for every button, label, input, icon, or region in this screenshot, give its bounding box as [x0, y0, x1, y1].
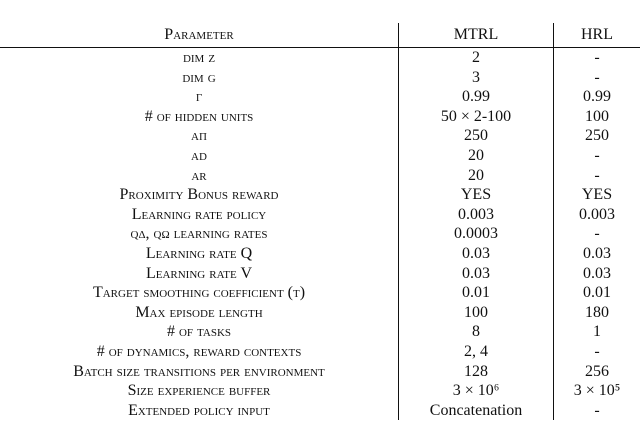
hrl-cell: 3 × 10⁵ [554, 381, 640, 401]
parameter-cell: # of hidden units [144, 107, 254, 125]
table-row [0, 283, 640, 303]
hrl-cell: - [554, 146, 640, 166]
table-row [0, 205, 640, 225]
hrl-cell: 0.03 [554, 264, 640, 284]
hrl-cell: - [554, 342, 640, 362]
hrl-cell: 0.003 [554, 205, 640, 225]
mtrl-cell: 100 [399, 303, 554, 323]
hrl-cell: YES [554, 185, 640, 205]
parameter-cell: αr [191, 166, 207, 184]
parameter-cell: Proximity Bonus reward [119, 186, 279, 204]
parameter-cell: αd [191, 146, 207, 164]
table-row [0, 362, 640, 382]
table-row [0, 244, 640, 264]
parameter-cell: Size experience buffer [127, 382, 271, 400]
mtrl-cell: 20 [399, 166, 554, 186]
parameter-cell: Target smoothing coefficient (τ) [92, 284, 306, 302]
mtrl-cell: 3 × 10⁶ [399, 381, 554, 401]
table-row [0, 185, 640, 205]
hrl-cell: 0.99 [554, 87, 640, 107]
mtrl-cell: 0.03 [399, 264, 554, 284]
table-row [0, 68, 640, 88]
table-row [0, 224, 640, 244]
header-hrl: HRL [554, 23, 640, 48]
hrl-cell: 0.03 [554, 244, 640, 264]
table-row [0, 303, 640, 323]
parameter-cell: # of tasks [166, 323, 232, 341]
hrl-cell: 250 [554, 126, 640, 146]
hrl-cell: - [554, 166, 640, 186]
mtrl-cell: 8 [399, 322, 554, 342]
parameter-cell: dim z [182, 49, 216, 66]
parameter-cell: Learning rate policy [131, 205, 267, 223]
table-row [0, 126, 640, 146]
mtrl-cell: 0.03 [399, 244, 554, 264]
table-row [0, 87, 640, 107]
header-parameter: Parameter [0, 23, 399, 48]
table-row [0, 264, 640, 284]
hrl-cell: - [554, 224, 640, 244]
table-row [0, 342, 640, 362]
table-row [0, 401, 640, 421]
table-row [0, 381, 640, 401]
mtrl-cell: 250 [399, 126, 554, 146]
parameter-cell: απ [191, 127, 207, 145]
mtrl-cell: Concatenation [399, 401, 554, 421]
mtrl-cell: 0.01 [399, 283, 554, 303]
parameter-cell: Batch size transitions per environment [73, 362, 325, 380]
parameter-cell: dim g [182, 68, 216, 86]
table-row [0, 166, 640, 186]
hrl-cell: - [554, 48, 640, 68]
mtrl-cell: 3 [399, 68, 554, 88]
header-row [0, 23, 640, 48]
parameter-cell: # of dynamics, reward contexts [96, 342, 302, 360]
hrl-cell: 1 [554, 322, 640, 342]
mtrl-cell: 0.99 [399, 87, 554, 107]
mtrl-cell: 2, 4 [399, 342, 554, 362]
mtrl-cell: 2 [399, 48, 554, 68]
hrl-cell: 180 [554, 303, 640, 323]
table-row [0, 48, 640, 68]
parameter-cell: qδ, qω learning rates [130, 225, 268, 243]
hrl-cell: - [554, 68, 640, 88]
hrl-cell: 0.01 [554, 283, 640, 303]
mtrl-cell: 128 [399, 362, 554, 382]
hrl-cell: - [554, 401, 640, 421]
hyperparameter-table [0, 23, 640, 420]
mtrl-cell: 0.003 [399, 205, 554, 225]
header-mtrl: MTRL [399, 23, 554, 48]
table-row [0, 322, 640, 342]
hrl-cell: 256 [554, 362, 640, 382]
parameter-cell: Max episode length [135, 303, 263, 321]
table-row [0, 146, 640, 166]
mtrl-cell: YES [399, 185, 554, 205]
mtrl-cell: 0.0003 [399, 224, 554, 244]
parameter-cell: Extended policy input [128, 401, 270, 419]
parameter-cell: Learning rate V [145, 264, 253, 282]
parameter-cell: Learning rate Q [145, 244, 253, 262]
mtrl-cell: 50 × 2-100 [399, 107, 554, 127]
hrl-cell: 100 [554, 107, 640, 127]
table-row [0, 107, 640, 127]
parameter-cell: γ [195, 88, 203, 106]
mtrl-cell: 20 [399, 146, 554, 166]
